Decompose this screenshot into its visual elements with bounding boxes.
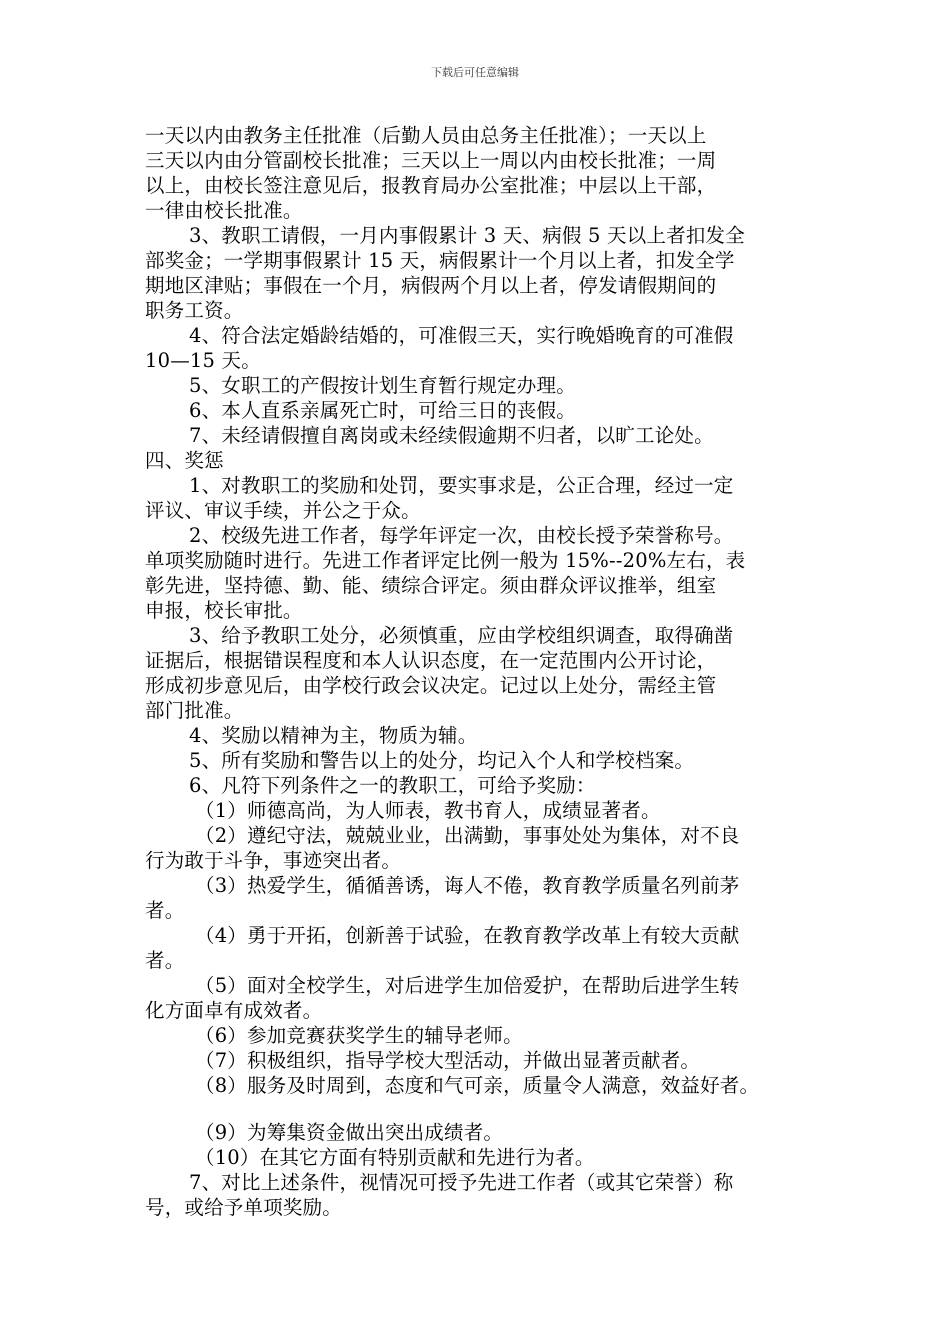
text-line: 评议、审议手续，并公之于众。 [145,499,421,522]
text-line: 7、未经请假擅自离岗或未经续假逾期不归者，以旷工论处。 [189,424,714,447]
text-line: 5、女职工的产假按计划生育暂行规定办理。 [189,374,576,397]
text-line: 行为敢于斗争，事迹突出者。 [145,849,402,872]
text-line: 部门批准。 [145,699,244,722]
text-line: 以上，由校长签注意见后，报教育局办公室批准；中层以上干部， [145,174,717,197]
text-line: 者。 [145,949,185,972]
text-line: 4、符合法定婚龄结婚的，可准假三天，实行晚婚晚育的可准假 [189,324,734,347]
text-line: （2）遵纪守法，兢兢业业，出满勤，事事处处为集体，对不良 [195,824,740,847]
text-line: 职务工资。 [145,299,244,322]
text-line: 号，或给予单项奖励。 [145,1196,343,1219]
page-header: 下载后可任意编辑 [431,66,519,79]
text-line: 5、所有奖励和警告以上的处分，均记入个人和学校档案。 [189,749,695,772]
text-line: 4、奖励以精神为主，物质为辅。 [189,724,478,747]
text-line: （1）师德高尚，为人师表，教书育人，成绩显著者。 [195,799,661,822]
text-line: 形成初步意见后，由学校行政会议决定。记过以上处分，需经主管 [145,674,717,697]
text-line: 6、本人直系亲属死亡时，可给三日的丧假。 [189,399,576,422]
text-line: 一天以内由教务主任批准（后勤人员由总务主任批准）；一天以上 [145,124,707,147]
text-line: （4）勇于开拓，创新善于试验，在教育教学改革上有较大贡献 [195,924,740,947]
text-line: （5）面对全校学生，对后进学生加倍爱护，在帮助后进学生转 [195,974,740,997]
text-line: （10）在其它方面有特别贡献和先进行为者。 [195,1146,595,1169]
text-line: 6、凡符下列条件之一的教职工，可给予奖励： [189,774,596,797]
text-line: 申报，校长审批。 [145,599,303,622]
text-line: （9）为筹集资金做出突出成绩者。 [195,1121,504,1144]
text-line: 7、对比上述条件，视情况可授予先进工作者（或其它荣誉）称 [189,1171,734,1194]
text-line: 三天以内由分管副校长批准；三天以上一周以内由校长批准；一周 [145,149,717,172]
text-line: （6）参加竞赛获奖学生的辅导老师。 [195,1024,523,1047]
text-line: 一律由校长批准。 [145,199,303,222]
text-line: （3）热爱学生，循循善诱，诲人不倦，教育教学质量名列前茅 [195,874,740,897]
text-line: 3、教职工请假，一月内事假累计 3 天、病假 5 天以上者扣发全 [189,224,745,247]
text-line: 3、给予教职工处分，必须慎重，应由学校组织调查，取得确凿 [189,624,734,647]
text-line: 证据后，根据错误程度和本人认识态度，在一定范围内公开讨论， [145,649,717,672]
text-line: 者。 [145,899,185,922]
document-body [145,123,810,1220]
text-line: 化方面卓有成效者。 [145,999,323,1022]
text-line: 部奖金；一学期事假累计 15 天，病假累计一个月以上者，扣发全学 [145,249,735,272]
paragraph-gap [145,1098,810,1120]
text-line: 期地区津贴；事假在一个月，病假两个月以上者，停发请假期间的 [145,274,717,297]
text-line: 单项奖励随时进行。先进工作者评定比例一般为 15%--20%左右，表 [145,549,746,572]
text-line: 10—15 天。 [145,349,261,372]
text-line: （8）服务及时周到，态度和气可亲，质量令人满意，效益好者。 [195,1074,760,1097]
text-line: 四、奖惩 [145,449,224,472]
text-line: 1、对教职工的奖励和处罚，要实事求是，公正合理，经过一定 [189,474,734,497]
text-line: （7）积极组织，指导学校大型活动，并做出显著贡献者。 [195,1049,701,1072]
text-line: 彰先进，坚持德、勤、能、绩综合评定。须由群众评议推举，组室 [145,574,717,597]
text-line: 2、校级先进工作者，每学年评定一次，由校长授予荣誉称号。 [189,524,734,547]
